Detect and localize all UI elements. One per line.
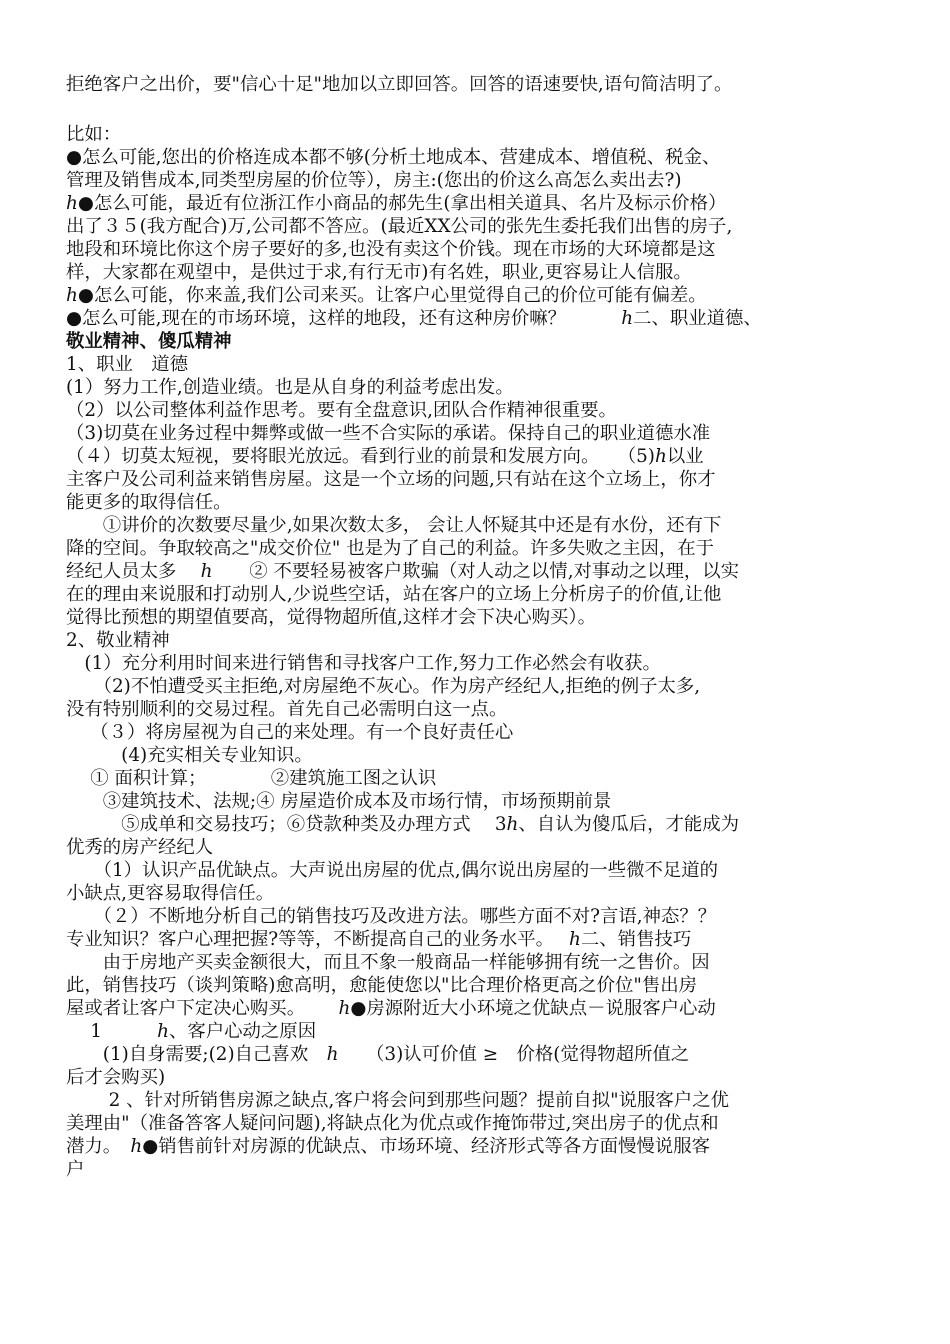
text-line: ℎ●怎么可能，你来盖,我们公司来买。让客户心里觉得自己的价位可能有偏差。 bbox=[66, 285, 707, 306]
text-line: 此，销售技巧（谈判策略)愈高明，愈能使您以"比合理价格更高之价位"售出房 bbox=[66, 975, 697, 996]
text-line: 在的理由来说服和打动别人,少说些空话，站在客户的立场上分析房子的价值,让他 bbox=[66, 584, 722, 605]
text-line: (1）充分利用时间来进行销售和寻找客户工作,努力工作必然会有收获。 bbox=[66, 653, 661, 674]
text-line: （３）将房屋视为自己的来处理。有一个良好责任心 bbox=[66, 722, 514, 743]
text-line: 2 、针对所销售房源之缺点,客户将会问到那些问题？提前自拟"说服客户之优 bbox=[66, 1090, 729, 1111]
section-heading: 敬业精神、傻瓜精神 bbox=[66, 331, 232, 352]
text-line: 优秀的房产经纪人 bbox=[66, 837, 214, 858]
text-line: 2、敬业精神 bbox=[66, 630, 170, 651]
text-line: (1）努力工作,创造业绩。也是从自身的利益考虑出发。 bbox=[66, 377, 514, 398]
text-line: ⑤成单和交易技巧；⑥贷款种类及办理方式 3ℎ、自认为傻瓜后，才能成为 bbox=[66, 814, 740, 835]
text-line: 屋或者让客户下定决心购买。 ℎ●房源附近大小环境之优缺点－说服客户心动 bbox=[66, 998, 716, 1019]
text-line: 小缺点,更容易取得信任。 bbox=[66, 883, 275, 904]
text-line: 降的空间。争取较高之"成交价位" 也是为了自己的利益。许多失败之主因，在于 bbox=[66, 538, 715, 559]
text-line: 出了３５(我方配合)万,公司都不答应。(最近XX公司的张先生委托我们出售的房子, bbox=[66, 216, 733, 237]
text-line: 1 ℎ、客户心动之原因 bbox=[66, 1021, 317, 1042]
text-line: 地段和环境比你这个房子要好的多,也没有卖这个价钱。现在市场的大环境都是这 bbox=[66, 239, 716, 260]
text-line: 户 bbox=[66, 1159, 85, 1180]
text-line: （４）切莫太短视，要将眼光放远。看到行业的前景和发展方向。 （5)ℎ以业 bbox=[66, 446, 704, 467]
text-line: 专业知识？客户心理把握?等等，不断提高自己的业务水平。 ℎ二、销售技巧 bbox=[66, 929, 692, 950]
text-line: (4)充实相关专业知识。 bbox=[66, 745, 313, 766]
text-line: 后才会购买) bbox=[66, 1067, 166, 1088]
text-line: 1、职业 道德 bbox=[66, 354, 189, 375]
text-line: 美理由"（准备答客人疑问问题),将缺点化为优点或作掩饰带过,突出房子的优点和 bbox=[66, 1113, 719, 1134]
text-line: 觉得比预想的期望值要高，觉得物超所值,这样才会下决心购买）。 bbox=[66, 607, 596, 628]
text-line: ③建筑技术、法规;④ 房屋造价成本及市场行情，市场预期前景 bbox=[66, 791, 612, 812]
text-line: （3)切莫在业务过程中舞弊或做一些不合实际的承诺。保持自己的职业道德水准 bbox=[66, 423, 711, 444]
text-line: 由于房地产买卖金额很大，而且不象一般商品一样能够拥有统一之售价。因 bbox=[66, 952, 710, 973]
text-line: ●怎么可能,您出的价格连成本都不够(分析土地成本、营建成本、增值税、税金、 bbox=[66, 147, 721, 168]
text-line: 主客户及公司利益来销售房屋。这是一个立场的问题,只有站在这个立场上，你才 bbox=[66, 469, 716, 490]
text-line: ① 面积计算； ②建筑施工图之认识 bbox=[66, 768, 437, 789]
text-line: 没有特别顺利的交易过程。首先自己必需明白这一点。 bbox=[66, 699, 508, 720]
text-line: 样，大家都在观望中，是供过于求,有行无市)有名姓，职业,更容易让人信服。 bbox=[66, 262, 692, 283]
text-line: 管理及销售成本,同类型房屋的价位等），房主:(您出的价这么高怎么卖出去?) bbox=[66, 170, 682, 191]
text-line: 拒绝客户之出价，要"信心十足"地加以立即回答。回答的语速要快,语句简洁明了。 bbox=[66, 74, 733, 95]
text-line: 能更多的取得信任。 bbox=[66, 492, 232, 513]
text-line: （1）认识产品优缺点。大声说出房屋的优点,偶尔说出房屋的一些微不足道的 bbox=[66, 860, 719, 881]
text-line: (1)自身需要;(2)自己喜欢 ℎ （3)认可价值 ≥ 价格(觉得物超所值之 bbox=[66, 1044, 690, 1065]
text-line: 比如： bbox=[66, 124, 122, 145]
text-line: 经纪人员太多 ℎ ② 不要轻易被客户欺骗（对人动之以情,对事动之以理，以实 bbox=[66, 561, 740, 582]
text-line: （2）以公司整体利益作思考。要有全盘意识,团队合作精神很重要。 bbox=[66, 400, 617, 421]
text-line: （2)不怕遭受买主拒绝,对房屋绝不灰心。作为房产经纪人,拒绝的例子太多, bbox=[66, 676, 701, 697]
text-line: ①讲价的次数要尽量少,如果次数太多， 会让人怀疑其中还是有水份，还有下 bbox=[66, 515, 722, 536]
text-line: ●怎么可能,现在的市场环境，这样的地段，还有这种房价嘛？ ℎ二、职业道德、 bbox=[66, 308, 762, 329]
text-line: ℎ●怎么可能，最近有位浙江作小商品的郝先生(拿出相关道具、名片及标示价格） bbox=[66, 193, 727, 214]
text-line: 潜力。 ℎ●销售前针对房源的优缺点、市场环境、经济形式等各方面慢慢说服客 bbox=[66, 1136, 710, 1157]
text-line: （２）不断地分析自己的销售技巧及改进方法。哪些方面不对?言语,神态？？ bbox=[66, 906, 717, 927]
